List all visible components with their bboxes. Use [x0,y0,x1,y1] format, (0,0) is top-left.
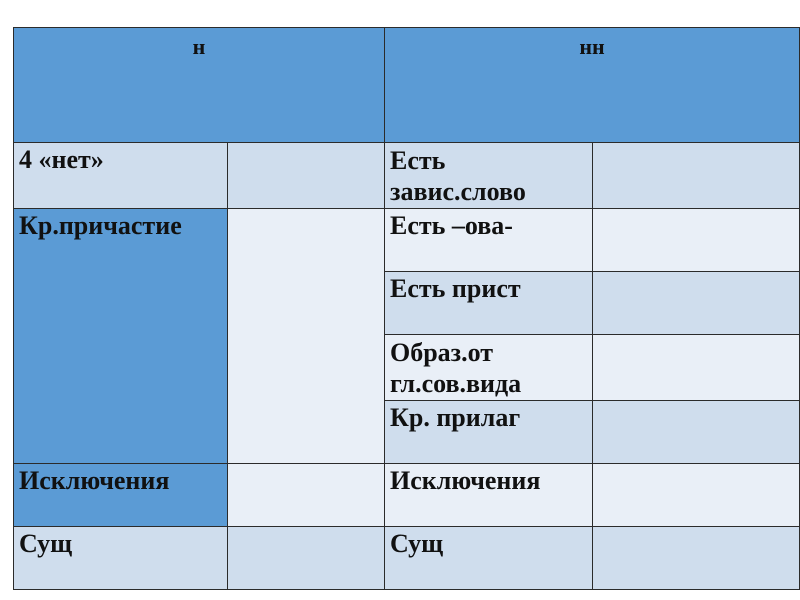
left-label-sushch: Сущ [19,529,73,558]
right-cell-est-ova [384,208,593,272]
right-label-est-ova: Есть –ова- [390,211,513,240]
right-cell-est-prist [384,271,593,335]
header-cell-n [13,27,385,143]
right-empty-cell [592,142,800,209]
left-empty-cell [227,526,385,590]
right-empty-cell [592,400,800,464]
left-label-isklyucheniya: Исключения [19,466,170,495]
left-cell-kr-prichastie [13,208,228,464]
right-empty-cell [592,208,800,272]
right-label-est-prist: Есть прист [390,274,521,303]
left-label-4-net: 4 «нет» [19,145,104,174]
right-cell-isklyucheniya [384,463,593,527]
right-empty-cell [592,271,800,335]
right-label-est-zavis-slovo: Есть завис.слово [390,146,526,206]
right-empty-cell [592,463,800,527]
right-label-sushch: Сущ [390,529,444,558]
right-empty-cell [592,526,800,590]
right-label-kr-prilag: Кр. прилаг [390,403,521,432]
left-cell-sushch [13,526,228,590]
right-label-isklyucheniya: Исключения [390,466,541,495]
header-label-n: н [192,34,206,59]
left-empty-cell [227,142,385,209]
left-cell-isklyucheniya [13,463,228,527]
left-empty-cell [227,208,385,464]
right-cell-sushch [384,526,593,590]
header-cell-nn [384,27,800,143]
right-cell-obraz-ot-gl [384,334,593,401]
left-empty-cell [227,463,385,527]
right-cell-kr-prilag [384,400,593,464]
right-cell-est-zavis-slovo [384,142,593,209]
header-label-nn: нн [579,34,605,59]
right-label-obraz-ot-gl: Образ.от гл.сов.вида [390,338,522,398]
right-empty-cell [592,334,800,401]
left-label-kr-prichastie: Кр.причастие [19,211,182,240]
left-cell-4-net [13,142,228,209]
